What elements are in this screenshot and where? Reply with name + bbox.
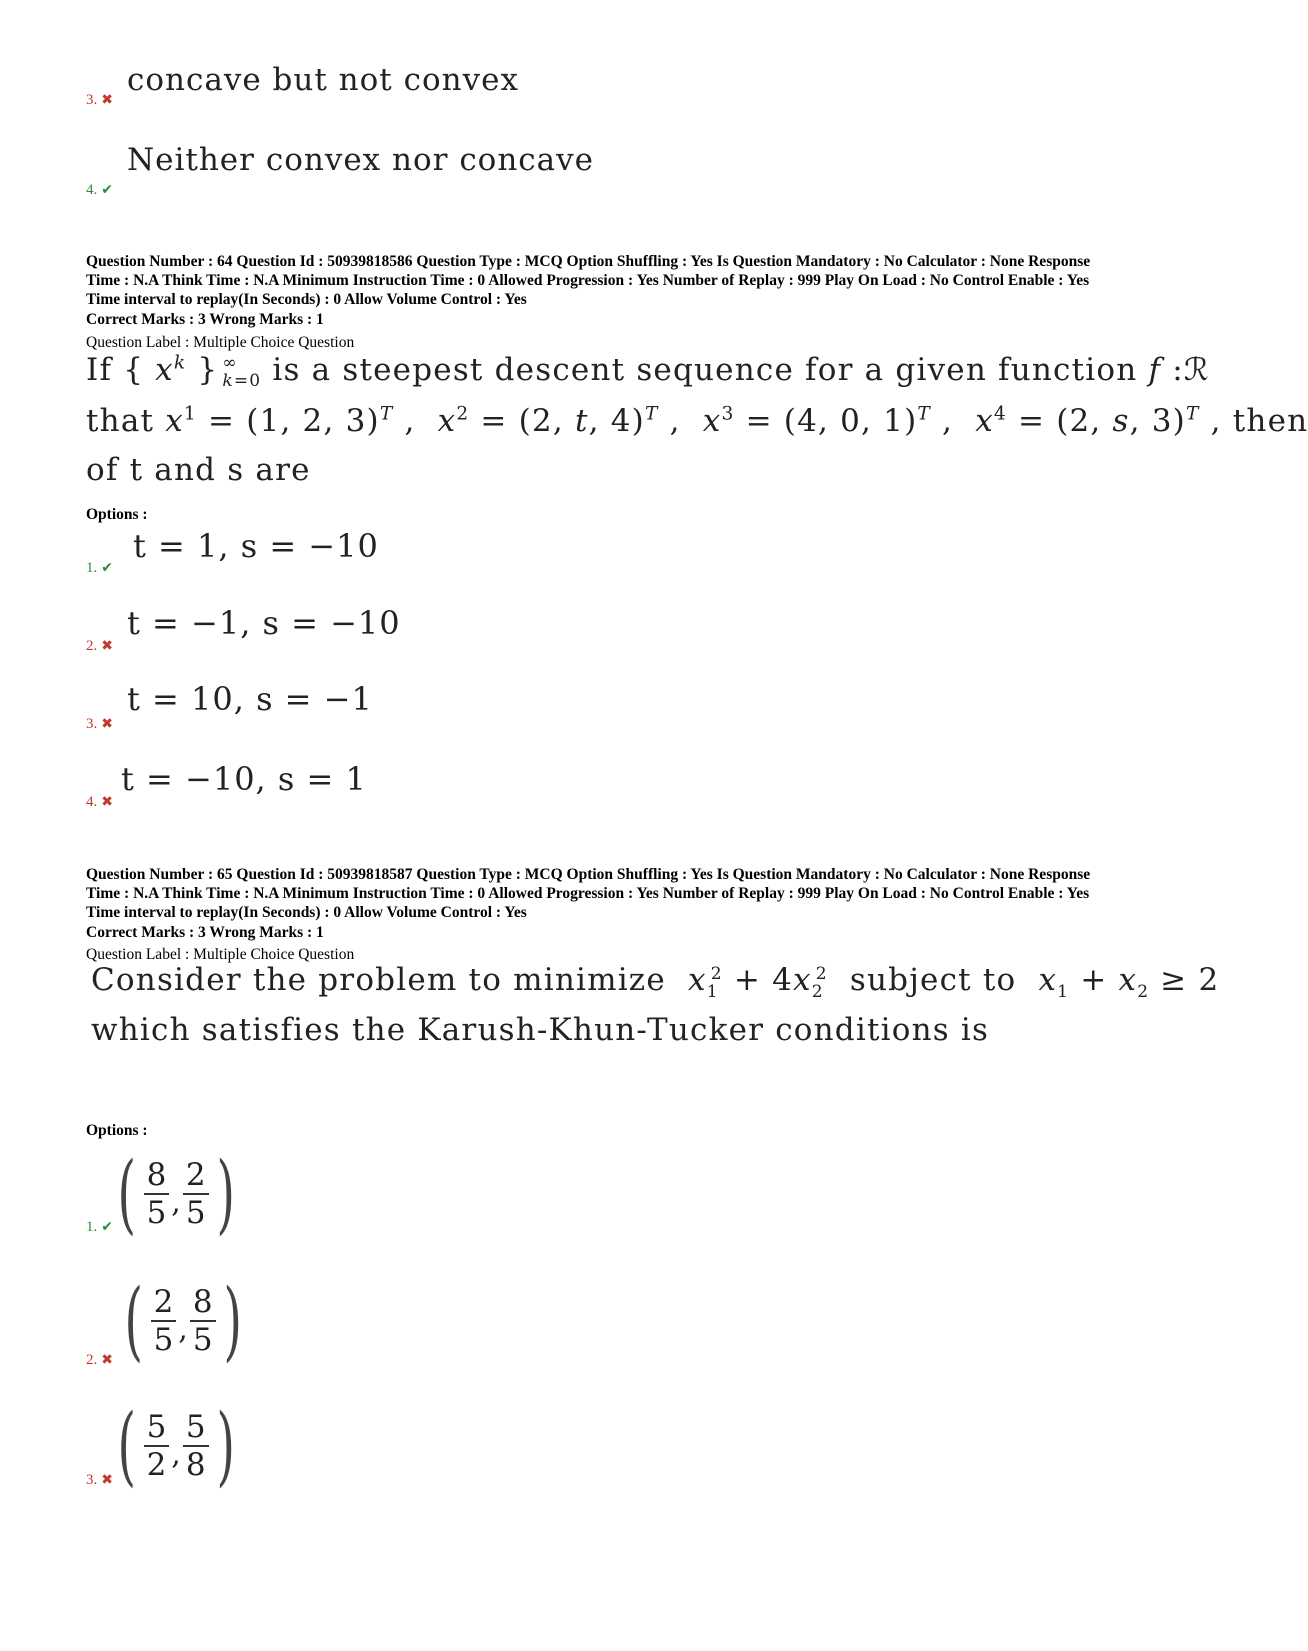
q64-option-4-number: 4. ✖ [86, 794, 113, 810]
q65-label: Question Label : Multiple Choice Question [86, 946, 355, 963]
cross-icon: ✖ [101, 1472, 113, 1488]
q65-options-heading: Options : [86, 1122, 148, 1139]
check-icon: ✔ [101, 560, 113, 576]
q65-marks: Correct Marks : 3 Wrong Marks : 1 [86, 924, 324, 941]
cross-icon: ✖ [101, 92, 113, 108]
cross-icon: ✖ [101, 1352, 113, 1368]
q64-option-4-text: t = −10, s = 1 [121, 760, 367, 798]
cross-icon: ✖ [101, 716, 113, 732]
cross-icon: ✖ [101, 638, 113, 654]
q64-label: Question Label : Multiple Choice Question [86, 334, 355, 351]
q65-option-2-value: ( $\frac{2}{5}$ , $\frac{8}{5}$ ) [124, 1271, 242, 1371]
check-icon: ✔ [101, 182, 113, 198]
q65-option-3-value: ( $\frac{5}{2}$ , $\frac{5}{8}$ ) [117, 1396, 235, 1496]
q64-options-heading: Options : [86, 506, 148, 523]
q64-option-3-text: t = 10, s = −1 [127, 680, 373, 718]
q64-option-2-text: t = −1, s = −10 [127, 604, 401, 642]
q63-option-3-text: concave but not convex [127, 62, 519, 98]
q63-option-4-text: Neither convex nor concave [127, 142, 595, 178]
check-icon: ✔ [101, 1219, 113, 1235]
q64-option-3-number: 3. ✖ [86, 716, 113, 732]
q65-option-3-number: 3. ✖ [86, 1472, 113, 1488]
q63-option-3-number: 3. ✖ [86, 92, 113, 108]
q65-option-1-number: 1. ✔ [86, 1219, 113, 1235]
q65-option-2-number: 2. ✖ [86, 1352, 113, 1368]
q64-question-line-1: If { $x^k$ } ∞ k=0 is a steepest descent sequence for a given function f :ℛ [86, 352, 1210, 391]
q64-option-1-number: 1. ✔ [86, 560, 113, 576]
q64-option-1-text: t = 1, s = −10 [133, 527, 379, 565]
q63-option-4-number: 4. ✔ [86, 182, 113, 198]
q64-question-line-3: of t and s are [86, 452, 311, 488]
q64-option-2-number: 2. ✖ [86, 638, 113, 654]
cross-icon: ✖ [101, 794, 113, 810]
q65-question-line-2: which satisfies the Karush-Khun-Tucker conditions is [91, 1012, 990, 1048]
q65-metadata: Question Number : 65 Question Id : 50939818587 Question Type : MCQ Option Shuffling : Yes Is Question Mandatory : No Calculator : None Response Time : N.A Think Time : N.A Minimum Instruction Time : 0 Allowed Progression : Yes Number of Replay : 999 Play On Load : No Control Enable : Yes Time interval to replay(In Seconds) : 0 Allow Volume Control : Yes [86, 866, 1091, 921]
q65-question-line-1: Consider the problem to minimize $x_1^2 + 4x_2^2$ subject to $x_1 + x_2 \ge 2$ [91, 962, 1220, 1003]
q64-question-line-2: that $x^1 = (1$, 2, 3)$^T$ , $x^2 = (2$, t, 4)$^T$ , $x^3 = (4$, 0, 1)$^T$ , $x^4 = (2$, s, 3)$^T$ , then [86, 403, 1308, 439]
q65-option-1-value: ( $\frac{8}{5}$ , $\frac{2}{5}$ ) [117, 1144, 235, 1244]
q64-metadata: Question Number : 64 Question Id : 50939818586 Question Type : MCQ Option Shuffling : Yes Is Question Mandatory : No Calculator : None Response Time : N.A Think Time : N.A Minimum Instruction Time : 0 Allowed Progression : Yes Number of Replay : 999 Play On Load : No Control Enable : Yes Time interval to replay(In Seconds) : 0 Allow Volume Control : Yes [86, 253, 1091, 308]
q64-marks: Correct Marks : 3 Wrong Marks : 1 [86, 311, 324, 328]
